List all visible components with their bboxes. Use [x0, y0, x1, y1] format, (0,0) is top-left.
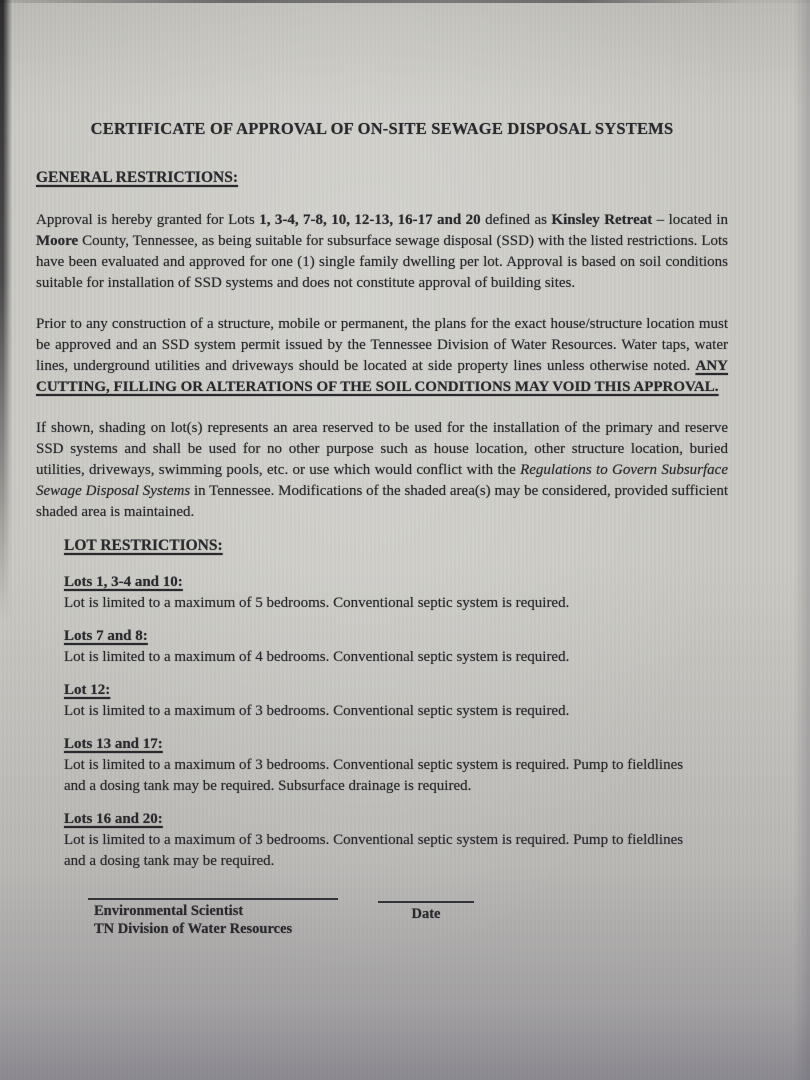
lot-item-body: Lot is limited to a maximum of 3 bedrooms. Conventional septic system is required. Pump to fieldlines and a dosing tank may be required.	[64, 832, 684, 869]
paragraph-text: County, Tennessee, as being suitable for subsurface sewage disposal (SSD) with the listed restrictions. Lots have been evaluated and approved for one (1) single family dwelling per lot. Approval is based on soil conditions suitable for installation of SSD systems and does not constitute approval of building sites.	[36, 233, 728, 291]
paragraph-text: Prior to any construction of a structure, mobile or permanent, the plans for the exact house/structure location must be approved and an SSD system permit issued by the Tennessee Division of Water Resources. Water taps, water lines, underground utilities and driveways should be located at side property lines unless otherwise noted.	[36, 316, 728, 374]
lot-restriction-item	[64, 734, 700, 797]
lot-item-body: Lot is limited to a maximum of 4 bedrooms. Conventional septic system is required.	[64, 649, 570, 665]
paragraph-text: Approval is hereby granted for Lots	[36, 212, 260, 228]
lot-item-body: Lot is limited to a maximum of 3 bedrooms. Conventional septic system is required.	[64, 703, 570, 719]
lot-item-body: Lot is limited to a maximum of 5 bedrooms. Conventional septic system is required.	[64, 595, 570, 611]
county-name-bold: Moore	[36, 233, 79, 249]
date-label: Date	[411, 906, 441, 922]
document-content	[36, 118, 728, 938]
general-paragraph-1	[36, 210, 728, 294]
lot-item-heading: Lots 1, 3-4 and 10:	[64, 574, 183, 590]
general-paragraph-2	[36, 314, 728, 398]
signer-title: Environmental Scientist	[94, 903, 244, 919]
photo-top-edge	[0, 0, 810, 3]
photo-left-edge	[0, 0, 12, 620]
regulations-title-italic: Regulations to Govern Subsurface Sewage Disposal Systems	[36, 462, 728, 499]
lot-restriction-item	[64, 572, 700, 614]
signature-left-column	[88, 898, 338, 938]
lot-item-heading: Lots 13 and 17:	[64, 736, 163, 752]
lot-restriction-item	[64, 809, 700, 872]
signature-date-column	[378, 901, 474, 938]
lot-numbers-bold: 1, 3-4, 7-8, 10, 12-13, 16-17 and 20	[259, 212, 481, 228]
lot-item-heading: Lots 16 and 20:	[64, 811, 163, 827]
paragraph-text: in Tennessee. Modifications of the shaded area(s) may be considered, provided sufficient shaded area is maintained.	[36, 483, 728, 520]
signer-organization: TN Division of Water Resources	[94, 920, 293, 937]
document-title: CERTIFICATE OF APPROVAL OF ON-SITE SEWAGE DISPOSAL SYSTEMS	[90, 119, 674, 138]
lot-restrictions-section	[64, 535, 700, 872]
general-paragraph-3	[36, 418, 728, 523]
lot-item-body: Lot is limited to a maximum of 3 bedrooms. Conventional septic system is required. Pump to fieldlines and a dosing tank may be required. Subsurface drainage is required.	[64, 757, 684, 794]
lot-restriction-item	[64, 680, 700, 722]
paragraph-text: defined as	[480, 212, 552, 228]
lot-restriction-item	[64, 626, 700, 668]
paragraph-text: If shown, shading on lot(s) represents an area reserved to be used for the installation of the primary and reserve SSD systems and shall be used for no other purpose such as house location, other structure location, buried utilities, driveways, swimming pools, etc. or use which would conflict with the	[36, 420, 728, 478]
paragraph-text: – located in	[652, 212, 728, 228]
general-restrictions-heading: GENERAL RESTRICTIONS:	[36, 169, 238, 186]
lot-item-heading: Lots 7 and 8:	[64, 628, 148, 644]
lot-restrictions-heading: LOT RESTRICTIONS:	[64, 537, 223, 554]
signature-block	[88, 898, 728, 938]
lot-item-heading: Lot 12:	[64, 682, 111, 698]
photo-right-edge	[794, 0, 810, 1080]
subdivision-name-bold: Kinsley Retreat	[551, 212, 653, 228]
warning-text-bold-underline: ANY CUTTING, FILLING OR ALTERATIONS OF THE SOIL CONDITIONS MAY VOID THIS APPROVAL.	[36, 358, 728, 395]
